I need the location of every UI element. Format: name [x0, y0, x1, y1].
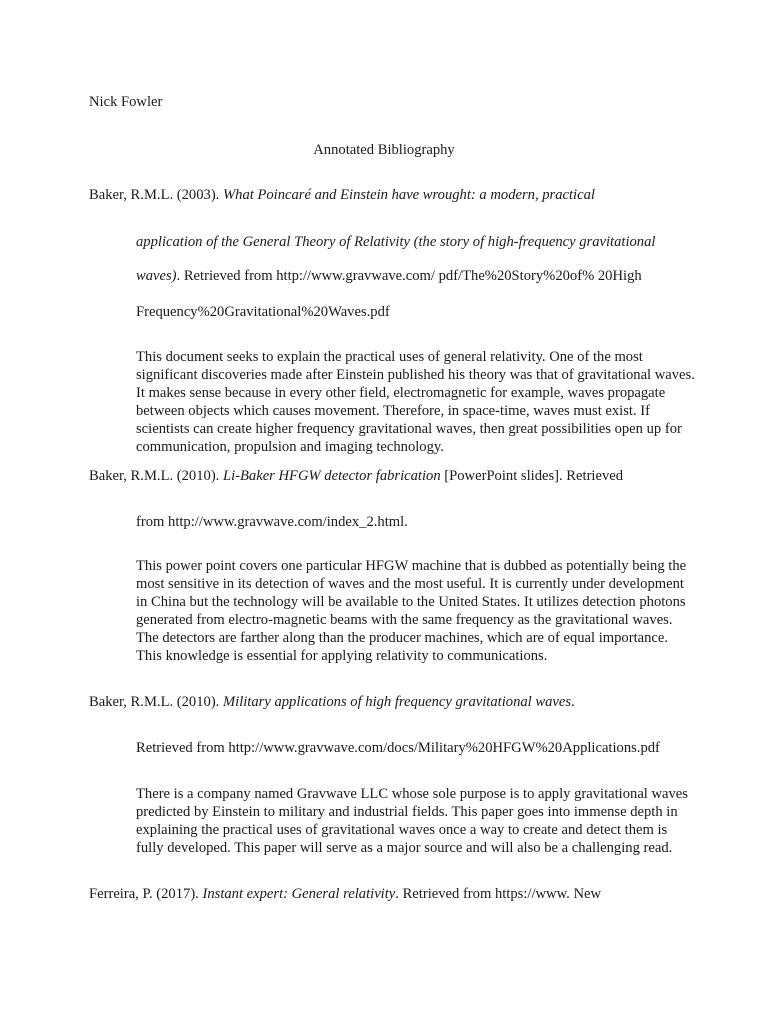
citation-source: . Retrieved from http://www.gravwave.com/ pdf/The%20Story%20of% 20High [176, 268, 642, 284]
citation-line [89, 693, 575, 711]
annotation-paragraph: This document seeks to explain the practical uses of general relativity. One of the most significant discoveries made after Einstein published his theory was that of gravitational waves. It makes sense because in every other field, electromagnetic for example, waves propagate between objects which causes movement. Therefore, in space-time, waves must exist. If scientists can create higher frequency gravitational waves, then great possibilities open up for communication, propulsion and imaging technology. [136, 349, 695, 455]
annotation-paragraph: There is a company named Gravwave LLC whose sole purpose is to apply gravitational waves predicted by Einstein to military and industrial fields. This paper goes into immense depth in explaining the practical uses of gravitational waves once a way to create and detect them is fully developed. This paper will serve as a major source and will also be a challenging read. [136, 786, 688, 856]
citation-title: waves) [136, 268, 177, 284]
citation-author-year: Baker, R.M.L. (2010). [89, 694, 223, 710]
citation-line [89, 186, 595, 204]
citation-url: Frequency%20Gravitational%20Waves.pdf [136, 304, 390, 320]
citation-source: . [571, 694, 575, 710]
citation-title: Instant expert: General relativity [202, 886, 396, 902]
citation-title: application of the General Theory of Relativity (the story of high-frequency gravitational [136, 234, 656, 250]
citation-line [89, 885, 601, 903]
citation-title: What Poincaré and Einstein have wrought: a modern, practical [222, 187, 595, 203]
citation-author-year: Ferreira, P. (2017). [89, 886, 203, 902]
author-name: Nick Fowler [89, 94, 163, 110]
citation-author-year: Baker, R.M.L. (2010). [89, 468, 223, 484]
page-title: Annotated Bibliography [313, 142, 455, 158]
citation-source: [PowerPoint slides]. Retrieved [440, 468, 624, 484]
citation-source: . Retrieved from https://www. New [395, 886, 602, 902]
citation-line [136, 267, 642, 285]
citation-line [136, 233, 655, 251]
annotation-paragraph: This power point covers one particular HFGW machine that is dubbed as potentially being the most sensitive in its detection of waves and the most useful. It is currently under development in China but the technology will be available to the United States. It utilizes detection photons generated from electro-magnetic beams with the same frequency as the gravitational waves. The detectors are farther along than the producer machines, which are of equal importance. This knowledge is essential for applying relativity to communications. [136, 558, 687, 664]
citation-url: from http://www.gravwave.com/index_2.html. [136, 514, 408, 530]
citation-title: Li-Baker HFGW detector fabrication [222, 468, 441, 484]
citation-url: Retrieved from http://www.gravwave.com/docs/Military%20HFGW%20Applications.pdf [136, 740, 660, 756]
citation-line [89, 467, 623, 485]
citation-title: Military applications of high frequency gravitational waves [222, 694, 572, 710]
citation-author-year: Baker, R.M.L. (2003). [89, 187, 223, 203]
